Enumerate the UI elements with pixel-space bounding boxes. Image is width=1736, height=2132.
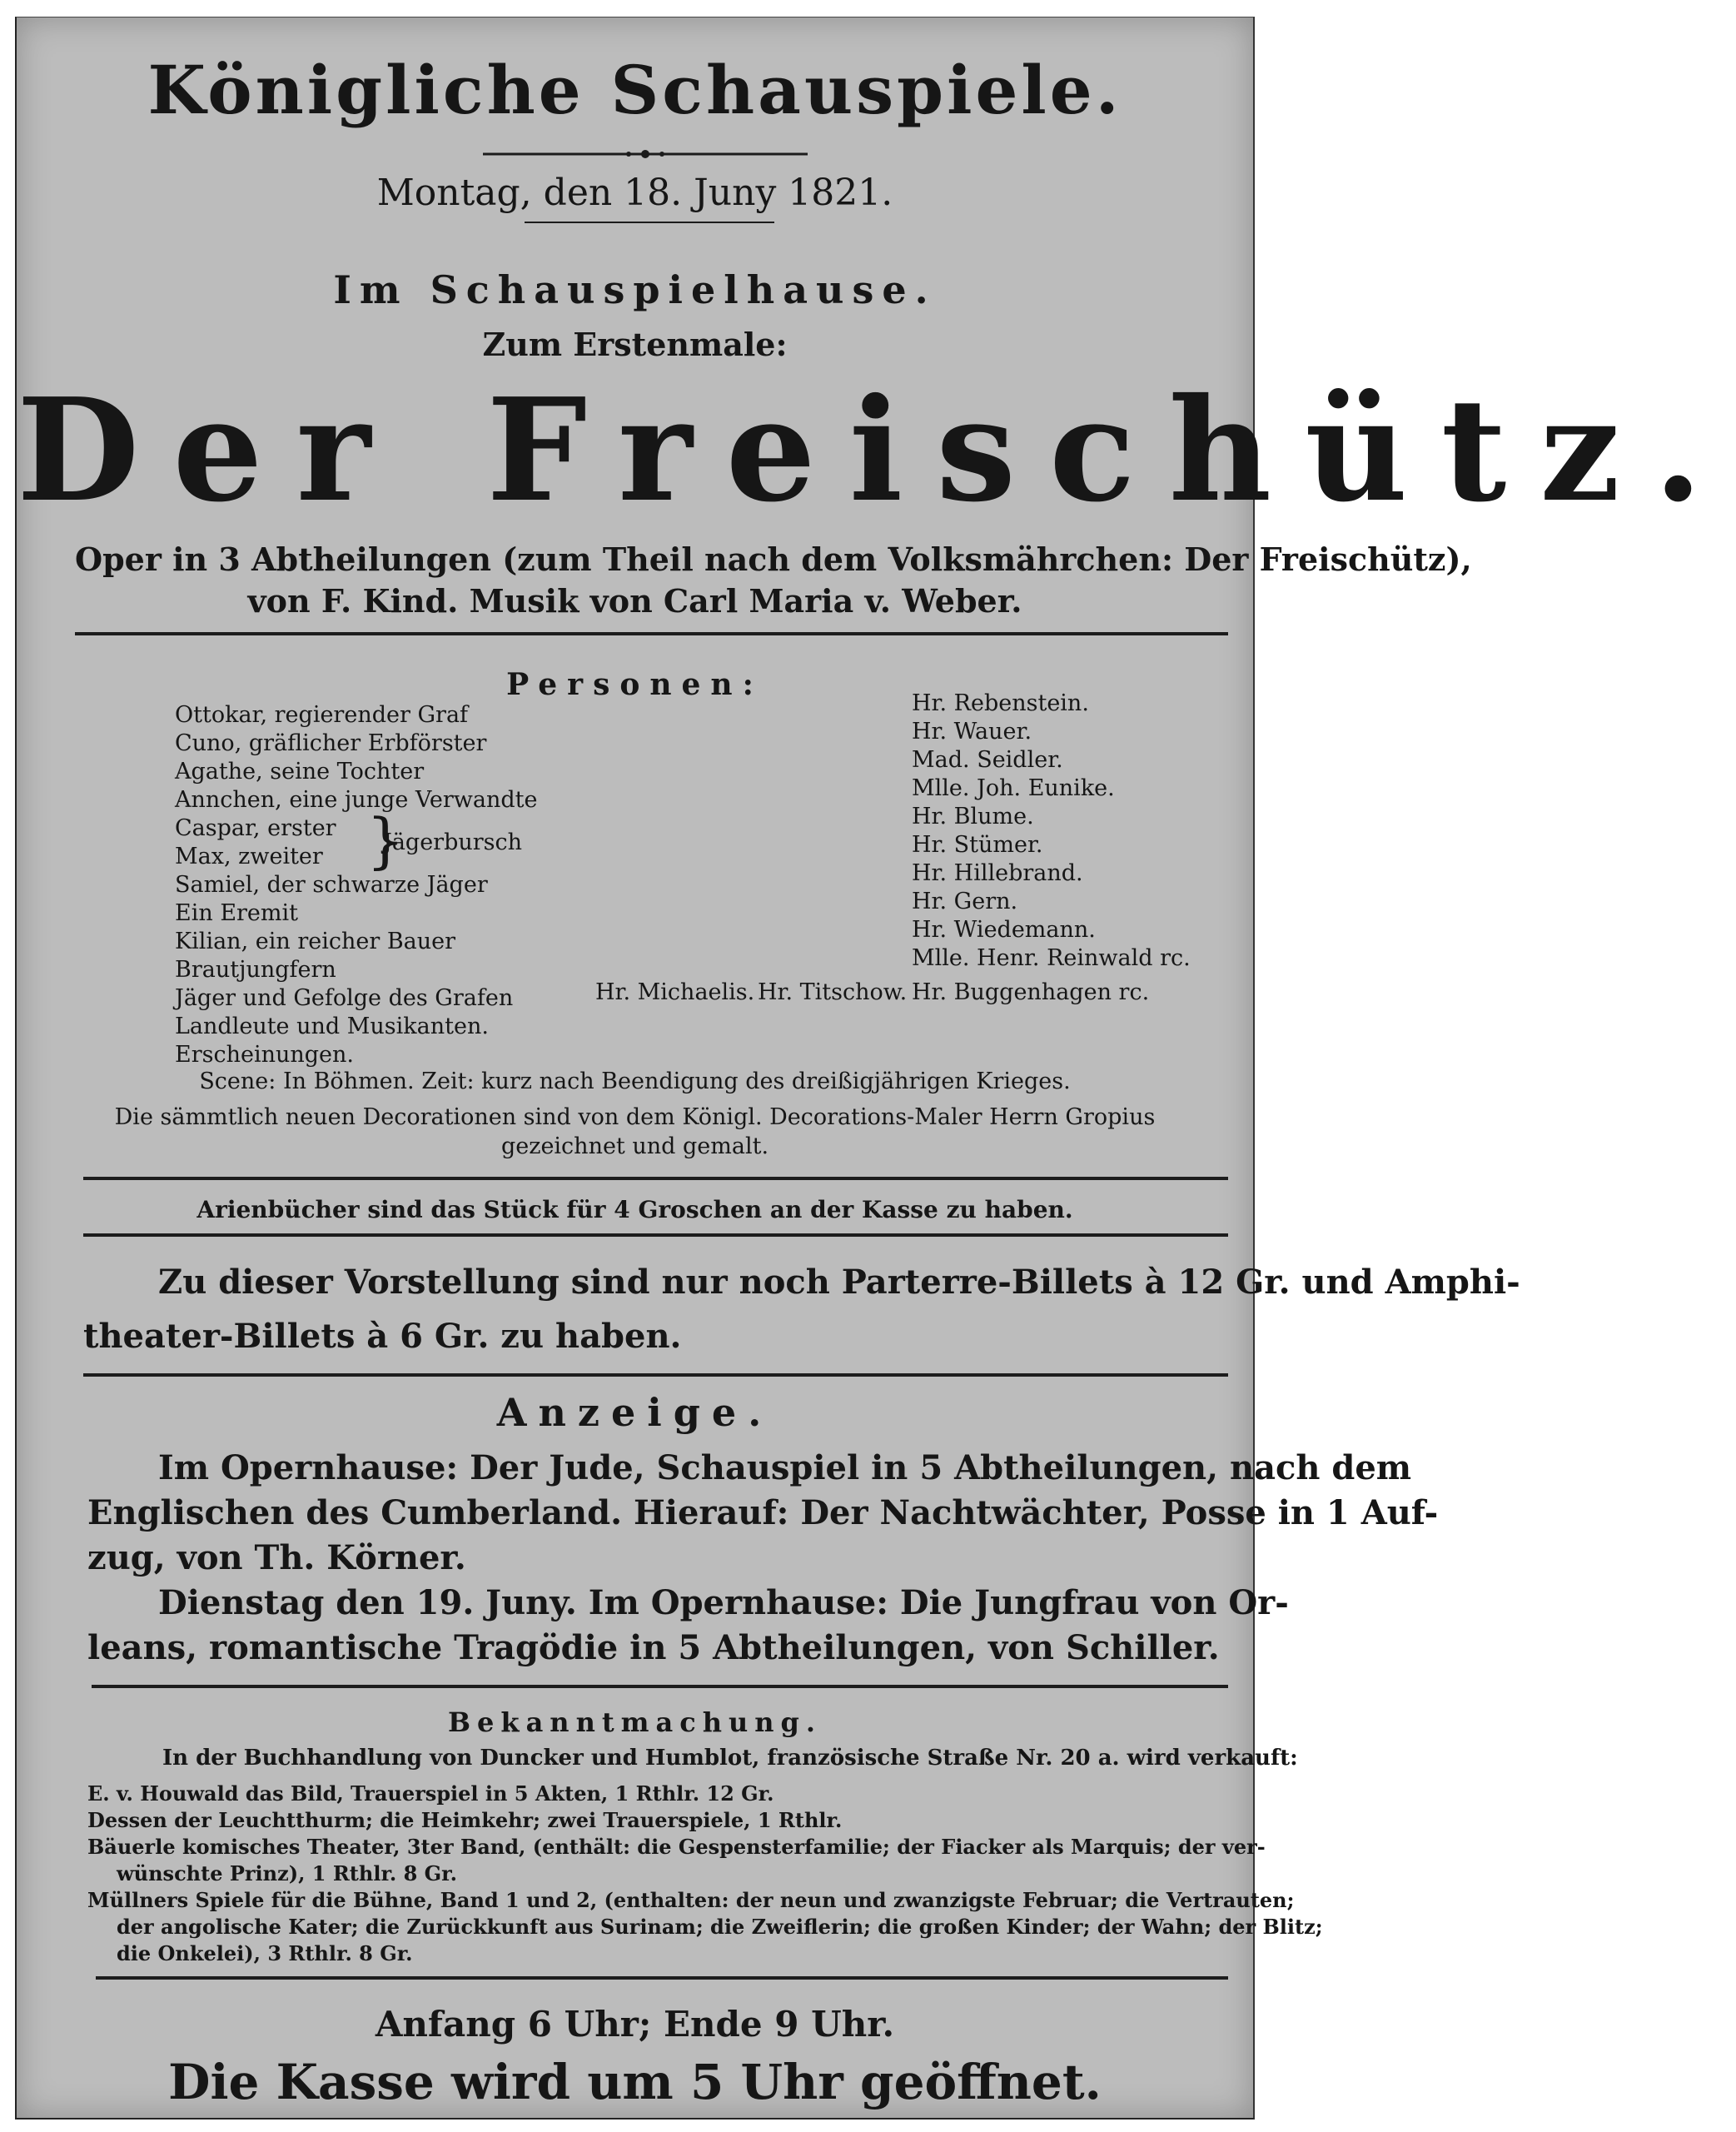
- announcement-line: Dienstag den 19. Juny. Im Opernhause: Die Jungfrau von Or-: [158, 1583, 1289, 1622]
- bookshop-intro: In der Buchhandlung von Duncker und Humblot, französische Straße Nr. 20 a. wird verkauft:: [162, 1746, 1298, 1771]
- decorations-note: Die sämmtlich neuen Decorationen sind von dem Königl. Decorations-Maler Herrn Gropius: [114, 1104, 1156, 1130]
- playbill-sheet: [15, 17, 1736, 2120]
- cast-role: Caspar, erster: [175, 815, 336, 841]
- cast-role: Annchen, eine junge Verwandte: [175, 787, 538, 813]
- cast-actor: Mad. Seidler.: [912, 747, 1063, 773]
- cast-actor: Hr. Rebenstein.: [912, 690, 1089, 716]
- cast-role: Erscheinungen.: [175, 1042, 354, 1068]
- cast-actor: Mlle. Henr. Reinwald rc.: [912, 945, 1191, 971]
- cast-actor: Hr. Hillebrand.: [912, 860, 1083, 886]
- cast-role: Ottokar, regierender Graf: [175, 702, 469, 728]
- jaegerbursch-label: Jägerbursch: [383, 829, 523, 855]
- cast-actor: Hr. Buggenhagen rc.: [912, 979, 1150, 1005]
- cast-actor: Hr. Gern.: [912, 889, 1018, 914]
- book-listing: Dessen der Leuchtthurm; die Heimkehr; zwei Trauerspiele, 1 Rthlr.: [87, 1808, 843, 1832]
- brace: }: [366, 805, 405, 875]
- cast-role: Samiel, der schwarze Jäger: [175, 872, 488, 898]
- bekanntmachung-heading: Bekanntmachung.: [447, 1706, 822, 1738]
- cast-role: Kilian, ein reicher Bauer: [175, 929, 456, 954]
- book-listing: der angolische Kater; die Zurückkunft aus Surinam; die Zweiflerin; die großen Kinder; der Wahn; der Blitz;: [117, 1915, 1323, 1939]
- cast-role: Ein Eremit: [175, 900, 298, 926]
- book-listing: Müllners Spiele für die Bühne, Band 1 und 2, (enthalten: der neun und zwanzigste Februar; die Vertrauten;: [87, 1888, 1295, 1912]
- cast-role: Agathe, seine Tochter: [175, 759, 425, 785]
- divider: [83, 1373, 1228, 1377]
- cast-role: Cuno, gräflicher Erbförster: [175, 730, 487, 756]
- divider: [96, 1976, 1228, 1980]
- cast-role: Max, zweiter: [175, 844, 323, 869]
- box-office-opening: Die Kasse wird um 5 Uhr geöffnet.: [168, 2054, 1102, 2110]
- opera-subtitle: Oper in 3 Abtheilungen (zum Theil nach dem Volksmährchen: Der Freischütz),: [75, 540, 1472, 578]
- decorations-note: gezeichnet und gemalt.: [500, 1133, 769, 1159]
- cast-heading: Personen:: [506, 667, 764, 702]
- cast-role: Brautjungfern: [175, 957, 336, 983]
- book-listing: E. v. Houwald das Bild, Trauerspiel in 5 Akten, 1 Rthlr. 12 Gr.: [87, 1781, 774, 1806]
- book-listing: Bäuerle komisches Theater, 3ter Band, (enthält: die Gespensterfamilie; der Fiacker als Marquis; der ver-: [87, 1835, 1266, 1859]
- announcement-line: zug, von Th. Körner.: [87, 1538, 466, 1577]
- libretto-notice: Arienbücher sind das Stück für 4 Groschen an der Kasse zu haben.: [196, 1196, 1073, 1223]
- first-performance-note: Zum Erstenmale:: [482, 326, 788, 363]
- opera-title: Der Freischütz.: [17, 367, 1736, 534]
- divider: [83, 1233, 1228, 1237]
- start-end-times: Anfang 6 Uhr; Ende 9 Uhr.: [375, 2004, 895, 2045]
- divider: [83, 1177, 1228, 1180]
- announcement-line: leans, romantische Tragödie in 5 Abtheilungen, von Schiller.: [87, 1628, 1220, 1667]
- cast-actor: Mlle. Joh. Eunike.: [912, 775, 1115, 801]
- tickets-notice: theater-Billets à 6 Gr. zu haben.: [83, 1317, 682, 1356]
- book-listing: die Onkelei), 3 Rthlr. 8 Gr.: [117, 1941, 413, 1965]
- venue: Im Schauspielhause.: [333, 267, 937, 312]
- theatre-title: Königliche Schauspiele.: [147, 51, 1122, 129]
- ornament-divider: [483, 142, 808, 167]
- tickets-notice: Zu dieser Vorstellung sind nur noch Parterre-Billets à 12 Gr. und Amphi-: [158, 1263, 1520, 1302]
- cast-actor: Hr. Stümer.: [912, 832, 1043, 858]
- performance-date: Montag, den 18. Juny 1821.: [376, 172, 893, 214]
- opera-credits: von F. Kind. Musik von Carl Maria v. Weber.: [247, 582, 1022, 620]
- cast-role: Jäger und Gefolge des Grafen: [175, 985, 514, 1011]
- extra-actor: Hr. Titschow.: [758, 979, 908, 1005]
- date-underline: [525, 222, 774, 223]
- announcement-line: Im Opernhause: Der Jude, Schauspiel in 5 Abtheilungen, nach dem: [158, 1448, 1412, 1487]
- extra-actor: Hr. Michaelis.: [595, 979, 755, 1005]
- divider: [75, 632, 1228, 635]
- cast-actor: Hr. Wiedemann.: [912, 917, 1096, 943]
- book-listing: wünschte Prinz), 1 Rthlr. 8 Gr.: [117, 1861, 457, 1885]
- announcement-line: Englischen des Cumberland. Hierauf: Der Nachtwächter, Posse in 1 Auf-: [87, 1493, 1439, 1532]
- announcement-heading: Anzeige.: [496, 1390, 773, 1435]
- cast-actor: Hr. Blume.: [912, 804, 1034, 829]
- cast-actor: Hr. Wauer.: [912, 719, 1032, 745]
- divider: [92, 1685, 1228, 1688]
- cast-role: Landleute und Musikanten.: [175, 1014, 489, 1039]
- scene-note: Scene: In Böhmen. Zeit: kurz nach Beendigung des dreißigjährigen Krieges.: [199, 1068, 1071, 1094]
